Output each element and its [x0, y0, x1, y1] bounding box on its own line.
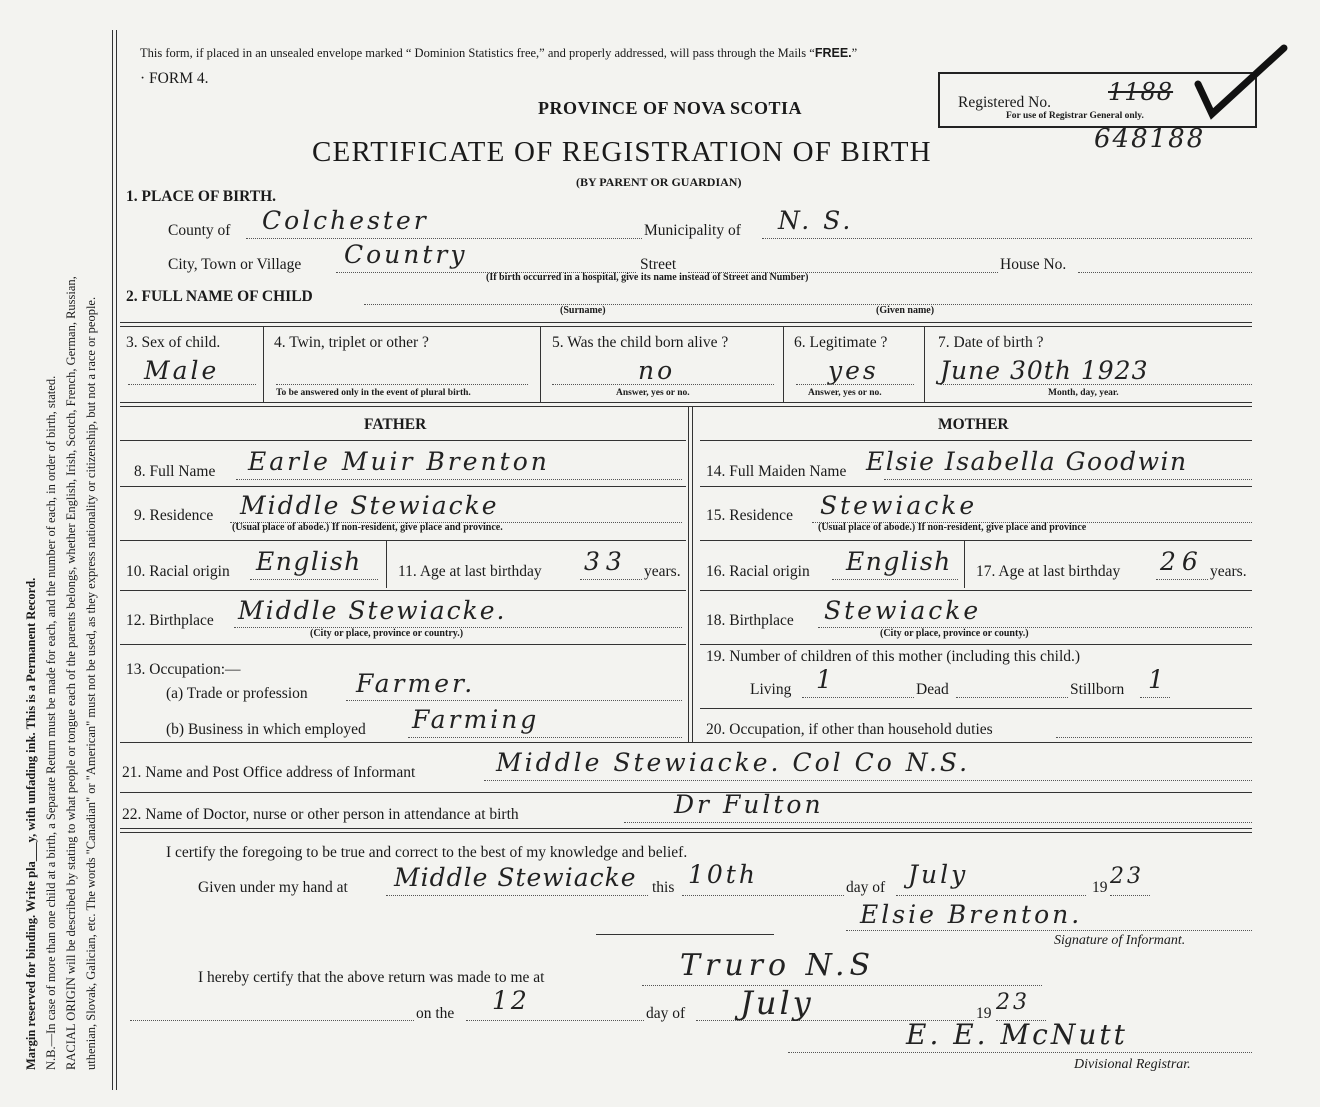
mother-name-label: 14. Full Maiden Name	[706, 463, 847, 480]
legitimate-note: Answer, yes or no.	[808, 388, 882, 398]
father-residence-label: 9. Residence	[134, 507, 214, 524]
month-line	[896, 895, 1086, 896]
mother-heading-rule	[700, 440, 1252, 441]
county-line	[246, 238, 642, 239]
margin-text-3: RACIAL ORIGIN will be described by stating to what people or tongue each of the parents belongs, whether English, Irish, Scotch, French, German, Russian,	[64, 276, 78, 1070]
year2-prefix: 19	[976, 1005, 992, 1022]
legitimate-label: 6. Legitimate ?	[794, 334, 888, 351]
registered-handwritten-number: 648188	[1094, 124, 1206, 154]
mother-residence-label: 15. Residence	[706, 507, 793, 524]
date-of-birth-value: June 30th 1923	[940, 356, 1149, 385]
form-number-text: FORM 4.	[149, 70, 209, 87]
informant-signature-line	[846, 930, 1252, 931]
year-value: 23	[1110, 864, 1144, 889]
row9-rule	[120, 540, 686, 541]
sex-label: 3. Sex of child.	[126, 334, 221, 351]
doctor-value: Dr Fulton	[674, 790, 824, 819]
divider-mid-1	[120, 402, 1252, 403]
living-line	[802, 697, 914, 698]
col-divider-2	[540, 326, 541, 402]
place-of-birth-heading: 1. PLACE OF BIRTH.	[126, 188, 277, 205]
mother-heading: MOTHER	[938, 416, 1009, 433]
father-heading-rule	[120, 440, 686, 441]
row18-rule	[700, 644, 1252, 645]
father-birthplace-label: 12. Birthplace	[126, 612, 214, 629]
row15-rule	[700, 540, 1252, 541]
mailing-notice-text: This form, if placed in an unsealed envelope marked “ Dominion Statistics free,” and properly addressed, will pass through the Mails “	[140, 46, 815, 60]
on-the-value: 12	[492, 986, 530, 1015]
mother-occupation-label: 20. Occupation, if other than household duties	[706, 721, 993, 738]
row10-rule	[120, 590, 686, 591]
province-heading: PROVINCE OF NOVA SCOTIA	[538, 98, 803, 118]
registered-crossed-value: 1188	[1108, 78, 1174, 106]
stillborn-label: Stillborn	[1070, 681, 1125, 698]
col-divider-1	[263, 326, 264, 402]
father-birthplace-value: Middle Stewiacke.	[238, 596, 507, 625]
age-divider-father	[386, 540, 387, 588]
living-label: Living	[750, 681, 792, 698]
mother-racial-value: English	[846, 547, 952, 576]
street-note: (If birth occurred in a hospital, give its name instead of Street and Number)	[486, 272, 809, 283]
year-line	[1110, 895, 1150, 896]
on-the-label: on the	[416, 1005, 455, 1022]
day-of-label: day of	[846, 879, 886, 896]
municipality-value: N. S.	[778, 206, 854, 235]
father-name-label: 8. Full Name	[134, 463, 216, 480]
date-of-birth-note: Month, day, year.	[1048, 388, 1119, 398]
mother-residence-value: Stewiacke	[820, 491, 978, 520]
left-dotted-line	[130, 1020, 414, 1021]
margin-text-2: N.B.—In case of more than one child at a birth, a Separate Return must be made for each, and the number of each, in order of birth, stated.	[44, 375, 58, 1070]
father-heading: FATHER	[364, 416, 427, 433]
father-racial-line	[250, 579, 378, 580]
informant-signature: Elsie Brenton.	[860, 900, 1083, 929]
age-divider-mother	[964, 540, 965, 588]
mailing-notice-free: FREE.	[814, 46, 852, 60]
margin-text-1: Margin reserved for binding. Write pla___y, with unfading ink. This is a Permanent Record.	[24, 577, 38, 1070]
given-under-label: Given under my hand at	[198, 879, 348, 896]
certify-statement: I certify the foregoing to be true and correct to the best of my knowledge and belief.	[166, 844, 688, 861]
registrar-signature: E. E. McNutt	[906, 1018, 1128, 1051]
parents-bottom-rule	[120, 742, 1252, 743]
registrar-place-line	[642, 985, 1042, 986]
father-age-label: 11. Age at last birthday	[398, 563, 542, 580]
year-prefix: 19	[1092, 879, 1108, 896]
street-label: Street	[640, 256, 677, 273]
mother-occupation-line	[1056, 737, 1252, 738]
signature-informant-label: Signature of Informant.	[1054, 933, 1186, 948]
sex-value: Male	[144, 356, 220, 385]
parent-divider-1	[688, 406, 689, 742]
on-the-line	[466, 1020, 644, 1021]
parent-divider-2	[692, 406, 693, 742]
date-of-birth-line	[940, 384, 1252, 385]
mailing-notice	[140, 46, 857, 61]
mother-name-value: Elsie Isabella Goodwin	[866, 447, 1188, 476]
this-day-line	[682, 895, 844, 896]
father-birthplace-note: (City or place, province or country.)	[310, 628, 464, 639]
day-of-label-2: day of	[646, 1005, 686, 1022]
form-number: · FORM 4.	[140, 70, 209, 87]
row19-rule	[700, 708, 1252, 709]
certificate-title: CERTIFICATE OF REGISTRATION OF BIRTH	[312, 136, 932, 168]
divider-mid-2	[120, 406, 1252, 407]
born-alive-note: Answer, yes or no.	[616, 388, 690, 398]
mother-age-value: 26	[1160, 547, 1204, 576]
trade-value: Farmer.	[356, 669, 476, 698]
city-label: City, Town or Village	[168, 256, 302, 273]
legitimate-value: yes	[828, 356, 879, 385]
registrar-signature-line	[788, 1052, 1252, 1053]
month-value: July	[908, 860, 969, 889]
mother-racial-line	[832, 579, 958, 580]
stillborn-line	[1140, 697, 1170, 698]
given-place-value: Middle Stewiacke	[394, 863, 637, 892]
business-label: (b) Business in which employed	[166, 721, 366, 738]
mother-name-line	[884, 479, 1252, 480]
binding-margin-line-2	[116, 30, 117, 1090]
father-age-unit: years.	[644, 563, 681, 580]
doctor-label: 22. Name of Doctor, nurse or other person in attendance at birth	[122, 806, 519, 823]
divider-bottom-2	[120, 832, 1252, 833]
row16-rule	[700, 590, 1252, 591]
child-name-label: 2. FULL NAME OF CHILD	[126, 288, 313, 305]
living-value: 1	[816, 665, 835, 694]
father-age-line	[580, 579, 642, 580]
this-day-value: 10th	[688, 860, 758, 889]
mother-racial-label: 16. Racial origin	[706, 563, 810, 580]
informant-value: Middle Stewiacke. Col Co N.S.	[496, 748, 971, 777]
divider-top-2	[120, 326, 1252, 327]
row14-rule	[700, 486, 1252, 487]
divider-bottom-1	[120, 828, 1252, 829]
county-value: Colchester	[262, 206, 429, 235]
given-name-note: (Given name)	[876, 305, 935, 316]
city-value: Country	[344, 240, 468, 269]
binding-margin-line	[112, 30, 113, 1090]
house-number-label: House No.	[1000, 256, 1067, 273]
registrar-general-note: For use of Registrar General only.	[1006, 111, 1144, 121]
child-name-line	[364, 304, 1252, 305]
col-divider-3	[783, 326, 784, 402]
informant-line	[484, 780, 1252, 781]
mother-birthplace-label: 18. Birthplace	[706, 612, 794, 629]
mother-age-line	[1156, 579, 1208, 580]
father-residence-note: (Usual place of abode.) If non-resident, give place and province.	[232, 522, 503, 533]
plural-birth-label: 4. Twin, triplet or other ?	[274, 334, 429, 351]
municipality-label: Municipality of	[644, 222, 741, 239]
occupation-label: 13. Occupation:—	[126, 661, 241, 678]
father-age-value: 33	[584, 547, 628, 576]
doctor-line	[624, 822, 1252, 823]
business-value: Farming	[412, 705, 540, 734]
short-sign-rule	[596, 934, 774, 935]
dead-label: Dead	[916, 681, 949, 698]
born-alive-label: 5. Was the child born alive ?	[552, 334, 729, 351]
date-of-birth-label: 7. Date of birth ?	[938, 334, 1044, 351]
father-name-line	[236, 479, 682, 480]
county-label: County of	[168, 222, 231, 239]
father-residence-value: Middle Stewiacke	[240, 491, 499, 520]
row8-rule	[120, 486, 686, 487]
father-racial-value: English	[256, 547, 362, 576]
registrar-place-value: Truro N.S	[680, 948, 876, 983]
children-count-label: 19. Number of children of this mother (including this child.)	[706, 648, 1081, 665]
mother-age-unit: years.	[1210, 563, 1247, 580]
month2-value: July	[740, 984, 814, 1022]
surname-note: (Surname)	[560, 305, 606, 316]
year2-value: 23	[996, 990, 1030, 1015]
certificate-subtitle: (BY PARENT OR GUARDIAN)	[576, 175, 742, 189]
checkmark-icon	[1190, 42, 1290, 122]
born-alive-line	[552, 384, 774, 385]
divider-top-1	[120, 322, 1252, 323]
business-line	[408, 737, 682, 738]
plural-birth-line	[276, 384, 528, 385]
mother-birthplace-value: Stewiacke	[824, 596, 982, 625]
mother-birthplace-note: (City or place, province or county.)	[880, 628, 1029, 639]
col-divider-4	[924, 326, 925, 402]
municipality-line	[762, 238, 1252, 239]
plural-birth-note: To be answered only in the event of plural birth.	[276, 388, 471, 398]
mother-age-label: 17. Age at last birthday	[976, 563, 1121, 580]
father-name-value: Earle Muir Brenton	[248, 447, 550, 476]
trade-label: (a) Trade or profession	[166, 685, 308, 702]
legitimate-line	[796, 384, 914, 385]
stillborn-value: 1	[1148, 665, 1167, 694]
registered-label: Registered No.	[958, 94, 1051, 111]
this-label: this	[652, 879, 675, 896]
informant-label: 21. Name and Post Office address of Informant	[122, 764, 416, 781]
mother-residence-note: (Usual place of abode.) If non-resident, give place and province	[818, 522, 1087, 533]
dead-line	[956, 697, 1068, 698]
sex-line	[128, 384, 256, 385]
mailing-notice-close: ”	[851, 46, 858, 60]
margin-text-4: uthenian, Slovak, Galician, etc. The words "Canadian" or "American" must not be used, as they express nationality or citizenship, but not a race or people.	[84, 296, 98, 1070]
house-number-line	[1078, 272, 1252, 273]
row12-rule	[120, 644, 686, 645]
trade-line	[346, 700, 682, 701]
born-alive-value: no	[638, 356, 676, 385]
given-place-line	[386, 895, 648, 896]
divisional-registrar-label: Divisional Registrar.	[1074, 1057, 1191, 1072]
father-racial-label: 10. Racial origin	[126, 563, 230, 580]
registrar-certify-label: I hereby certify that the above return was made to me at	[198, 969, 545, 986]
